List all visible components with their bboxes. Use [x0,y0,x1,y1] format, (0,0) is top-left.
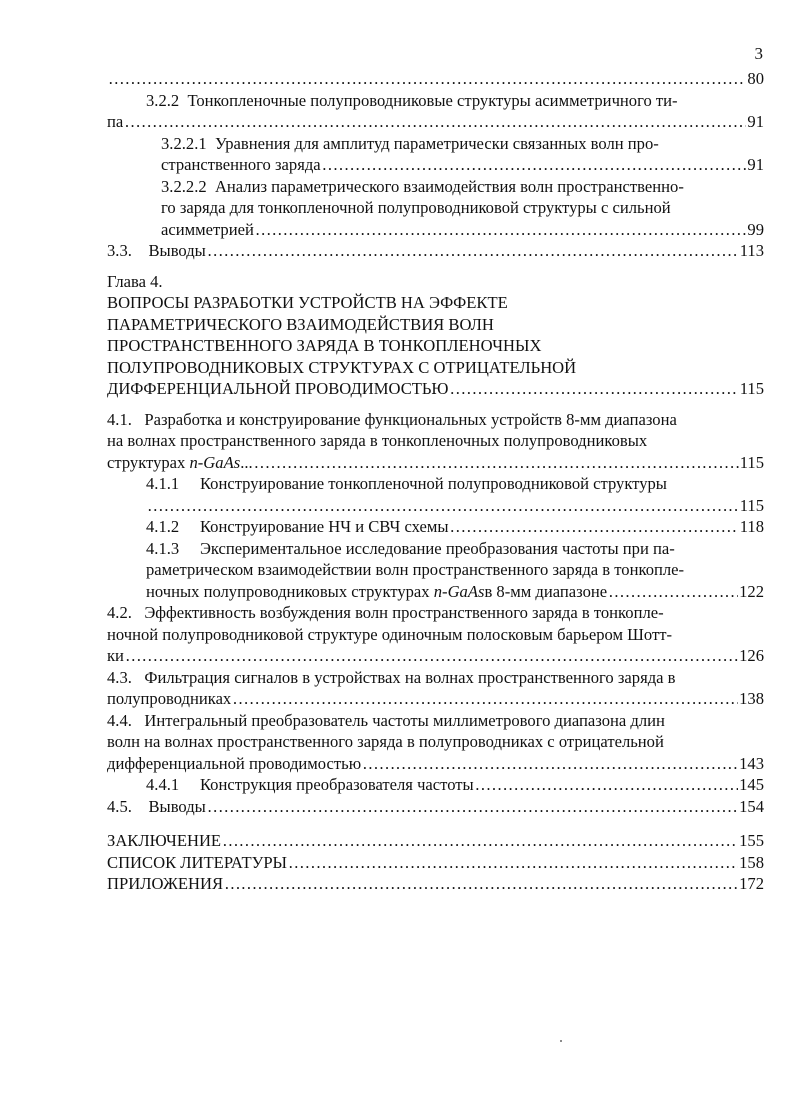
toc-entry-title: Уравнения для амплитуд параметрически связанных волн про- [214,133,659,153]
toc-entry-title: Анализ параметрического взаимодействия волн пространственно- [214,176,684,196]
dot-leader [207,796,738,818]
chapter-title-line: ПРОСТРАНСТВЕННОГО ЗАРЯДА В ТОНКОПЛЕНОЧНЫХ [107,336,542,355]
toc-page: 122 [739,581,764,601]
chapter-title-line: ДИФФЕРЕНЦИАЛЬНОЙ ПРОВОДИМОСТЬЮ [107,379,449,398]
dot-leader [450,378,739,400]
toc-page: 126 [739,646,764,665]
chapter-title-line: ВОПРОСЫ РАЗРАБОТКИ УСТРОЙСТВ НА ЭФФЕКТЕ [107,293,508,312]
toc-entry-title: Тонкопленочные полупроводниковые структуры асимметричного ти- [187,90,678,110]
toc-entry-4-1[interactable] [107,409,764,474]
toc-entry-title: Фильтрация сигналов в устройствах на волнах пространственного заряда в [144,667,676,687]
table-of-contents [107,68,764,895]
toc-entry-title: Интегральный преобразователь частоты миллиметрового диапазона длин [144,710,665,730]
toc-entry-4-4-1[interactable] [107,774,764,796]
toc-entry-number: 4.1.2 [146,517,180,536]
toc-entry-title-cont: ночной полупроводниковой структуре одиночным полосковым барьером Шотт- [107,624,672,644]
toc-entry-title-cont: на волнах пространственного заряда в тонкопленочных полупроводниковых [107,431,648,450]
toc-entry-number: 4.1.1 [146,474,180,493]
toc-page: 154 [739,796,764,816]
dot-leader [232,688,738,710]
toc-entry-number: 4.3. [107,667,132,687]
toc-entry-4-2[interactable] [107,602,764,667]
toc-entry-title-cont: полупроводниках [107,689,232,708]
dot-leader [322,154,747,176]
toc-entry-number: 3.2.2 [146,90,180,110]
toc-entry-title: Конструкция преобразователя частоты [199,775,474,794]
dot-leader [450,516,739,538]
dot-leader [222,830,738,852]
toc-entry-3-2-2-1[interactable] [107,133,764,176]
toc-entry-number: 3.2.2.1 [161,133,207,153]
toc-entry-appendix[interactable] [107,873,764,895]
toc-page: 138 [739,689,764,708]
toc-entry-title: Конструирование тонкопленочной полупроводниковой структуры [199,474,667,493]
toc-entry-title-cont: волн на волнах пространственного заряда в полупроводниках с отрицательной [107,732,664,751]
toc-entry-title-cont: раметрическом взаимодействии волн пространственного заряда в тонкопле- [146,560,685,579]
toc-page: 80 [747,69,764,88]
toc-entry-conclusion[interactable] [107,830,764,852]
chapter-label: Глава 4. [107,271,163,291]
toc-entry-references[interactable] [107,852,764,874]
dot-leader [147,495,739,517]
toc-entry-title: Выводы [148,241,206,260]
toc-entry-title-cont: в 8-мм диапазоне [484,581,608,601]
toc-entry-number: 4.4.1 [146,775,180,794]
toc-entry-title: ПРИЛОЖЕНИЯ [107,874,224,893]
toc-entry-title: ЗАКЛЮЧЕНИЕ [107,831,222,850]
toc-entry-number: 4.5. [107,796,132,816]
toc-entry-number: 3.3. [107,241,132,260]
toc-page: 172 [739,874,764,893]
toc-entry-4-4[interactable] [107,710,764,775]
toc-entry-title-cont: па [107,112,124,131]
toc-entry-number: 4.1.3 [146,538,180,558]
toc-chapter-4[interactable] [107,271,764,400]
toc-entry-title-cont: странственного заряда [161,155,321,174]
dot-leader [207,240,739,262]
toc-entry-4-1-1[interactable] [107,473,764,516]
dot-leader [475,774,738,796]
toc-entry-number: 4.1. [107,409,132,429]
material-name: n-GaAs [433,581,485,601]
dot-leader [224,873,738,895]
toc-entry-title: Конструирование НЧ и СВЧ схемы [199,517,449,536]
toc-page: 143 [739,753,764,773]
toc-entry-3-3[interactable] [107,240,764,262]
toc-entry-number: 3.2.2.2 [161,176,207,196]
toc-entry-title-cont: ки [107,646,124,665]
chapter-title-line: ПАРАМЕТРИЧЕСКОГО ВЗАИМОДЕЙСТВИЯ ВОЛН [107,314,494,334]
toc-entry-continued[interactable] [107,68,764,90]
dot-leader [124,111,746,133]
toc-entry-title: Эффективность возбуждения волн пространственного заряда в тонкопле- [144,603,664,622]
page-number: 3 [754,44,763,63]
toc-page: 115 [739,495,764,515]
toc-page: 115 [739,452,764,472]
toc-page: 115 [739,379,764,398]
dot-leader [254,452,739,474]
toc-page: 145 [739,775,764,794]
toc-page: 113 [739,241,764,260]
toc-entry-3-2-2[interactable] [107,90,764,133]
dot-leader [125,645,738,667]
toc-entry-title-cont: дифференциальной проводимостью [107,753,362,773]
toc-entry-title: СПИСОК ЛИТЕРАТУРЫ [107,852,288,872]
toc-entry-4-1-2[interactable] [107,516,764,538]
toc-entry-3-2-2-2[interactable] [107,176,764,241]
toc-entry-title: Экспериментальное исследование преобразования частоты при па- [199,538,675,558]
toc-page: 155 [739,831,764,850]
toc-entry-title-cont: го заряда для тонкопленочной полупроводниковой структуры с сильной [161,198,671,217]
toc-entry-4-5[interactable] [107,796,764,818]
dot-leader [108,68,746,90]
toc-entry-title-cont: ... [240,452,253,472]
toc-entry-title: Разработка и конструирование функциональных устройств 8-мм диапазона [144,409,677,429]
chapter-title-line: ПОЛУПРОВОДНИКОВЫХ СТРУКТУРАХ С ОТРИЦАТЕЛЬНОЙ [107,357,577,377]
dot-leader [362,753,738,775]
toc-page: 91 [747,155,764,174]
toc-entry-title-cont: асимметрией [161,219,254,239]
toc-entry-title-cont: структурах [107,452,186,472]
toc-entry-4-1-3[interactable] [107,538,764,603]
toc-page: 99 [747,219,764,239]
toc-page: 91 [747,112,764,131]
toc-entry-number: 4.2. [107,603,132,622]
toc-entry-4-3[interactable] [107,667,764,710]
dot-leader [255,219,747,241]
toc-page: 118 [739,517,764,536]
toc-entry-title: Выводы [148,796,206,816]
toc-entry-number: 4.4. [107,710,132,730]
toc-page: 158 [739,852,764,872]
dot-leader [288,852,738,874]
material-name: n-GaAs [189,452,241,472]
scan-speck [560,1040,562,1042]
dot-leader [608,581,738,603]
toc-entry-title-cont: ночных полупроводниковых структурах [146,581,430,601]
